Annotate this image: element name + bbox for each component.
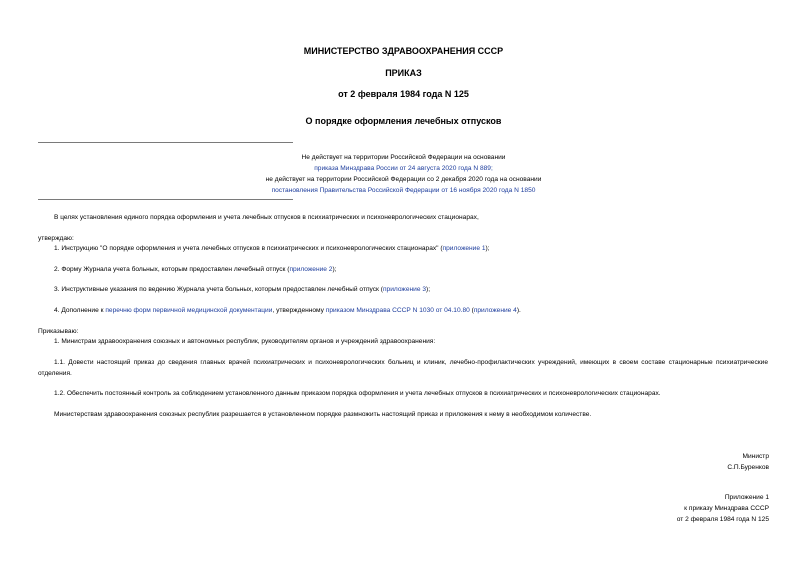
ministry-heading: МИНИСТЕРСТВО ЗДРАВООХРАНЕНИЯ СССР [303, 46, 504, 56]
doc-type-heading: ПРИКАЗ [385, 68, 422, 78]
appendix-line-3: от 2 февраля 1984 года N 125 [676, 516, 769, 523]
page-title: О порядке оформления лечебных отпусков [305, 116, 502, 126]
appendix-header [677, 492, 769, 525]
status-line-1: Не действует на территории Российской Федерации на основании [301, 154, 506, 161]
appendix-line-1: Приложение 1 [724, 494, 769, 501]
order-label: Приказываю: [38, 328, 79, 335]
signature-block [727, 451, 769, 473]
order-item-1-1: 1.1. Довести настоящий приказ до сведения главных врачей психиатрических и психоневрологических больниц и клиник, лечебно-профилактических учреждений, имеющих в своем составе стационарные психиатрические отделения. [38, 359, 768, 377]
status-line-3: не действует на территории Российской Федерации со 2 декабря 2020 года на основании [265, 176, 542, 183]
item-4: 4. Дополнение к перечню форм первичной медицинской документации, утвержденному приказом Минздрава СССР N 1030 от 04.10.80 (приложение 4). [54, 307, 521, 314]
status-link-order-889[interactable]: приказа Минздрава России от 24 августа 2020 года N 889; [314, 165, 493, 172]
order-1030-link[interactable]: приказом Минздрава СССР N 1030 от 04.10.80 [325, 307, 470, 314]
signature-role: Министр [742, 453, 769, 460]
item-3: 3. Инструктивные указания по ведению Журнала учета больных, которым предоставлен лечебный отпуск (приложение 3); [54, 286, 431, 293]
order-item-1: 1. Министрам здравоохранения союзных и автономных республик, руководителям органов и учреждений здравоохранения: [54, 338, 436, 345]
appendix-1-link[interactable]: приложение 1 [442, 245, 486, 252]
appendix-line-2: к приказу Минздрава СССР [684, 505, 769, 512]
status-link-resolution-1850[interactable]: постановления Правительства Российской Федерации от 16 ноября 2020 года N 1850 [271, 187, 536, 194]
intro-paragraph: В целях установления единого порядка оформления и учета лечебных отпусков в психиатрических и психоневрологических стационарах, [54, 214, 479, 221]
appendix-2-link[interactable]: приложение 2 [289, 266, 333, 273]
signature-name: С.П.Буренков [727, 464, 769, 471]
forms-list-link[interactable]: перечню форм первичной медицинской документации [105, 307, 273, 314]
order-item-1-2: 1.2. Обеспечить постоянный контроль за соблюдением установленного данным приказом порядка оформления и учета лечебных отпусков в психиатрических и психоневрологических стационарах. [54, 390, 661, 397]
item-1: 1. Инструкцию "О порядке оформления и учета лечебных отпусков в психиатрических и психоневрологических стационарах" (приложение 1); [54, 245, 490, 252]
status-divider-bottom [38, 199, 293, 200]
date-heading: от 2 февраля 1984 года N 125 [338, 89, 469, 99]
appendix-3-link[interactable]: приложение 3 [382, 286, 426, 293]
ministers-paragraph: Министерствам здравоохранения союзных республик разрешается в установленном порядке размножить настоящий приказ и приложения к нему в необходимом количестве. [54, 411, 592, 418]
status-notice [0, 152, 807, 196]
approve-label: утверждаю: [38, 235, 74, 242]
appendix-4-link[interactable]: приложение 4 [473, 307, 517, 314]
status-divider-top [38, 142, 293, 143]
item-2: 2. Форму Журнала учета больных, которым предоставлен лечебный отпуск (приложение 2); [54, 266, 337, 273]
